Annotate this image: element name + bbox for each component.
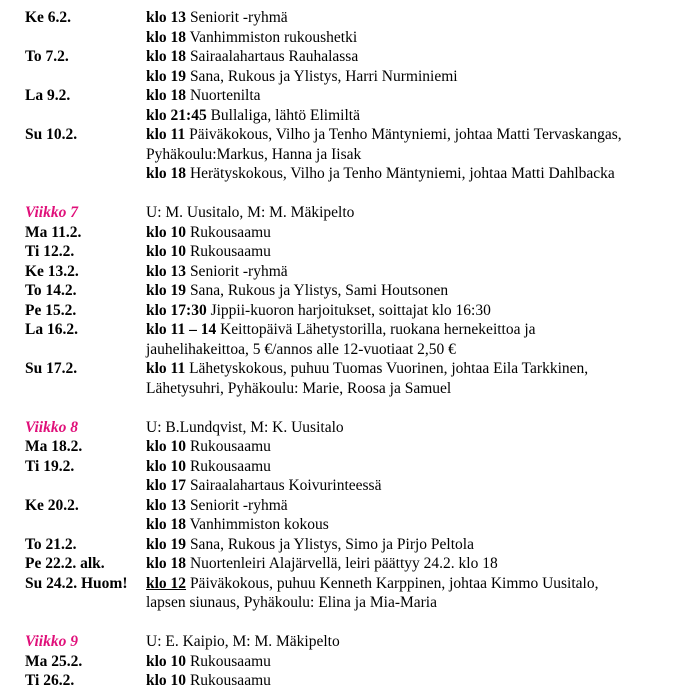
event-time: klo 10 [146,438,187,455]
event-time: klo 19 [146,282,187,299]
schedule-row [0,301,699,320]
event-description: Herätyskokous, Vilho ja Tenho Mäntyniemi, johtaa Matti Dahlbacka [189,165,615,182]
event-time: klo 18 [146,516,187,533]
day-label: Ke 13.2. [25,262,79,280]
event-description: Päiväkokous, puhuu Kenneth Karppinen, johtaa Kimmo Uusitalo, [189,574,599,592]
event-time: klo 17 [146,477,187,494]
day-label: Ti 19.2. [25,457,75,475]
event-entry [146,652,271,671]
schedule-row [0,145,699,164]
day-label: To 7.2. [25,48,69,65]
event-entry [146,301,491,320]
day-label: Ma 11.2. [25,223,82,241]
day-label: Ma 18.2. [25,438,83,455]
week-label: Viikko 7 [25,204,78,221]
day-label: To 21.2. [25,535,77,553]
event-time: klo 11 [146,360,186,377]
event-description: Rukousaamu [189,457,271,475]
event-description: Seniorit -ryhmä [189,262,288,280]
day-label: Pe 15.2. [25,301,77,319]
event-description: Sairaalahartaus Rauhalassa [189,48,359,65]
event-entry [146,242,271,261]
event-description: Rukousaamu [189,672,271,689]
day-label: To 14.2. [25,282,77,299]
schedule-row [0,47,699,66]
event-time: klo 11 – 14 [146,321,217,338]
day-label: Ti 26.2. [25,672,75,689]
day-label: Pe 22.2. alk. [25,555,105,572]
event-entry [146,593,437,612]
schedule-row [0,242,699,261]
week-duty-text: U: E. Kaipio, M: M. Mäkipelto [146,633,340,650]
event-entry [146,515,329,534]
schedule-row [0,223,699,242]
event-description: Pyhäkoulu:Markus, Hanna ja Iisak [146,145,362,163]
day-label: Su 17.2. [25,360,78,377]
schedule-row [0,535,699,554]
event-description: Rukousaamu [189,243,271,260]
week-header-row [0,418,699,437]
event-entry [146,106,360,125]
event-entry [146,262,288,281]
event-entry [146,359,588,378]
week-duty-text: U: M. Uusitalo, M: M. Mäkipelto [146,204,355,221]
event-entry [146,281,448,300]
event-entry [146,574,598,593]
week-label: Viikko 9 [25,633,78,650]
event-entry [146,47,358,66]
day-label: Su 10.2. [25,126,78,143]
week-label: Viikko 8 [25,418,78,436]
schedule-row [0,379,699,398]
event-time: klo 11 [146,126,186,143]
event-description: lapsen siunaus, Pyhäkoulu: Elina ja Mia-Maria [146,594,437,611]
event-entry [146,437,271,456]
event-description: Keittopäivä Lähetystorilla, ruokana hernekeittoa ja [220,321,536,338]
event-time: klo 18 [146,87,187,104]
event-entry [146,125,622,144]
schedule-row [0,359,699,378]
event-time: klo 13 [146,262,187,280]
schedule-row [0,457,699,476]
event-description: Sairaalahartaus Koivurinteessä [189,477,382,494]
event-description: Seniorit -ryhmä [189,9,288,26]
schedule-row [0,106,699,125]
event-description: Rukousaamu [189,223,271,241]
event-time: klo 10 [146,457,187,475]
event-time: klo 13 [146,496,187,514]
event-time: klo 10 [146,652,187,670]
event-entry [146,671,271,690]
event-entry [146,379,451,398]
event-entry [146,86,261,105]
schedule-row [0,164,699,183]
event-time: klo 18 [146,555,187,572]
event-description: Vanhimmiston rukoushetki [189,28,358,46]
event-time: klo 13 [146,9,187,26]
day-label: La 16.2. [25,321,78,338]
event-time: klo 10 [146,672,187,689]
event-entry [146,203,354,222]
schedule-row [0,86,699,105]
schedule-row [0,554,699,573]
schedule-row [0,281,699,300]
event-entry [146,320,536,339]
schedule-row [0,28,699,47]
event-time: klo 10 [146,223,187,241]
event-description: Päiväkokous, Vilho ja Tenho Mäntyniemi, johtaa Matti Tervaskangas, [189,126,622,143]
event-description: Nuortenleiri Alajärvellä, leiri päättyy 24.2. klo 18 [189,555,498,572]
event-time: klo 17:30 [146,301,207,319]
event-description: Sana, Rukous ja Ylistys, Sami Houtsonen [189,282,449,299]
event-time: klo 10 [146,243,187,260]
event-entry [146,496,288,515]
schedule-row [0,262,699,281]
event-entry [146,8,288,27]
schedule-row [0,476,699,495]
event-description: Lähetysuhri, Pyhäkoulu: Marie, Roosa ja Samuel [146,379,452,397]
schedule-row [0,320,699,339]
event-entry [146,164,615,183]
event-description: Seniorit -ryhmä [189,496,288,514]
event-entry [146,535,474,554]
event-time: klo 21:45 [146,106,207,124]
event-description: Lähetyskokous, puhuu Tuomas Vuorinen, johtaa Eila Tarkkinen, [189,360,589,377]
event-entry [146,67,458,86]
schedule-row [0,515,699,534]
event-entry [146,476,381,495]
event-time: klo 19 [146,535,187,553]
event-time: klo 18 [146,165,187,182]
week-header-row [0,203,699,222]
event-description: Bullaliga, lähtö Elimiltä [210,106,360,124]
event-description: Sana, Rukous ja Ylistys, Simo ja Pirjo Peltola [189,535,474,553]
day-label: La 9.2. [25,87,71,104]
event-description: Nuortenilta [189,87,261,104]
event-description: jauhelihakeittoa, 5 €/annos alle 12-vuotiaat 2,50 € [146,340,456,358]
schedule-row [0,496,699,515]
event-time: klo 18 [146,48,187,65]
event-entry [146,145,361,164]
schedule-row [0,340,699,359]
schedule-row [0,437,699,456]
schedule-row [0,125,699,144]
event-description: Jippii-kuoron harjoitukset, soittajat klo 16:30 [210,301,491,319]
event-entry [146,418,344,437]
event-time: klo 18 [146,28,187,46]
schedule-row [0,593,699,612]
day-label: Ke 20.2. [25,496,79,514]
event-entry [146,554,498,573]
event-entry [146,340,456,359]
event-description: Vanhimmiston kokous [189,516,329,533]
event-description: Rukousaamu [189,438,271,455]
day-label: Su 24.2. Huom! [25,574,128,592]
schedule-row [0,8,699,27]
event-entry [146,632,340,651]
event-entry [146,223,271,242]
schedule-row [0,671,699,690]
event-time: klo 12 [146,574,187,592]
event-time: klo 19 [146,67,187,85]
day-label: Ti 12.2. [25,243,75,260]
event-description: Rukousaamu [189,652,271,670]
event-entry [146,28,357,47]
week-header-row [0,632,699,651]
day-label: Ma 25.2. [25,652,83,670]
schedule-row [0,652,699,671]
schedule-row [0,67,699,86]
event-entry [146,457,271,476]
event-description: Sana, Rukous ja Ylistys, Harri Nurminiemi [189,67,458,85]
schedule-row [0,574,699,593]
week-duty-text: U: B.Lundqvist, M: K. Uusitalo [146,418,344,436]
day-label: Ke 6.2. [25,9,72,26]
